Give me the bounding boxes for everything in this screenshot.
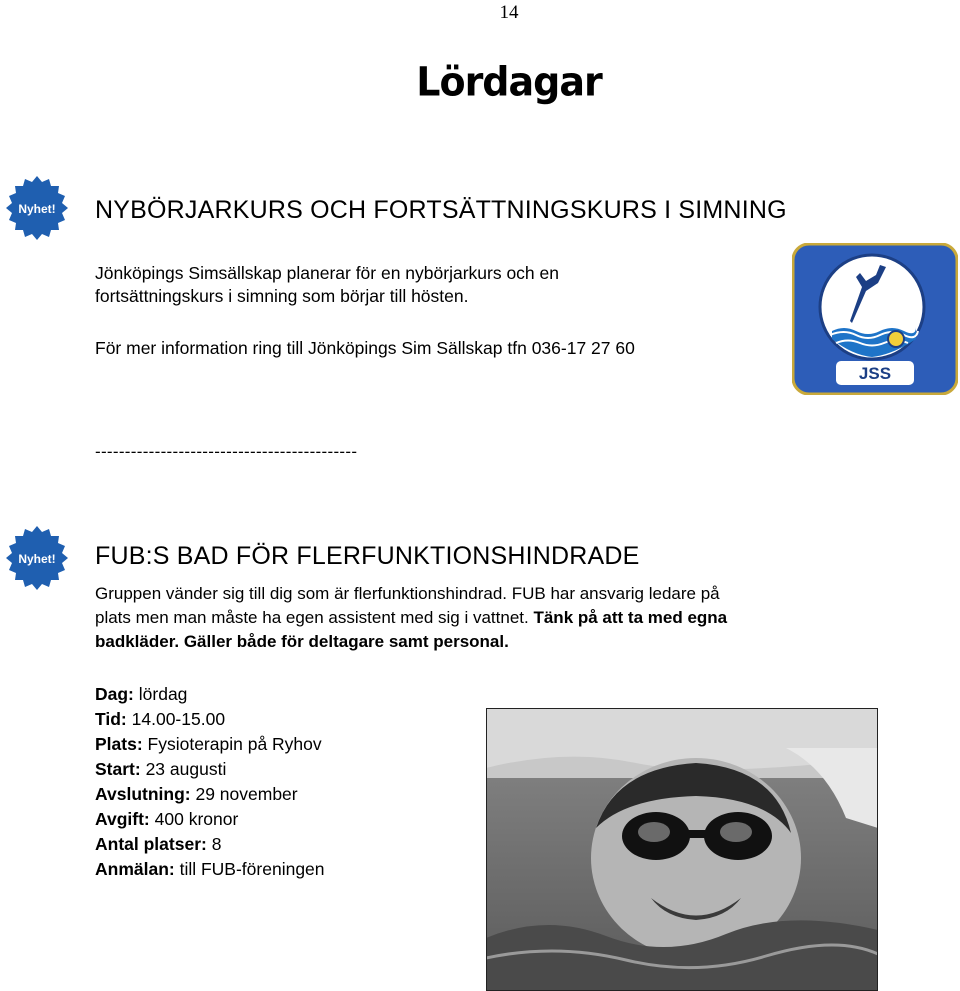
fact-row [95,782,475,807]
section2-line: Gruppen vänder sig till dig som är flerfunktionshindrad. FUB har ansvarig ledare på [95,584,720,603]
section2-bold-line [95,630,945,654]
fact-row [95,682,475,707]
section2-bold-inline: Tänk på att ta med egna [533,608,728,627]
jss-logo [792,243,958,395]
section2-body [95,582,945,654]
fact-label: Plats: [95,734,143,754]
section1-contact: För mer information ring till Jönköpings Sim Sällskap tfn 036-17 27 60 [95,338,635,358]
fact-row [95,807,475,832]
fact-label: Antal platser: [95,834,207,854]
fact-label: Tid: [95,709,127,729]
section2-line [95,606,945,630]
section1-line2: fortsättningskurs i simning som börjar till hösten. [95,286,469,306]
fact-label: Avslutning: [95,784,191,804]
fact-label: Dag: [95,684,134,704]
fact-row [95,857,475,882]
page-heading: Lördagar [416,58,602,106]
fact-value: 14.00-15.00 [131,709,226,729]
section1-line1: Jönköpings Simsällskap planerar för en nybörjarkurs och en [95,263,559,283]
fact-row [95,707,475,732]
fact-row [95,832,475,857]
fact-label: Avgift: [95,809,150,829]
fact-value: lördag [138,684,188,704]
fact-value: till FUB-föreningen [174,859,325,879]
fact-value: 8 [211,834,222,854]
jss-logo-text: JSS [858,364,892,383]
page-number: 14 [499,2,519,23]
fact-value: 400 kronor [154,809,239,829]
section1-title: NYBÖRJARKURS OCH FORTSÄTTNINGSKURS I SIMNING [95,196,787,224]
section2-line-text: plats men man måste ha egen assistent med sig i vattnet. [95,608,529,627]
fact-label: Anmälan: [95,859,175,879]
section2-title: FUB:S BAD FÖR FLERFUNKTIONSHINDRADE [95,542,640,570]
fact-label: Start: [95,759,141,779]
swimmer-photo [486,708,878,991]
fact-value: Fysioterapin på Ryhov [147,734,322,754]
fact-value: 29 november [195,784,298,804]
new-badge-icon [5,526,69,590]
new-badge-icon [5,176,69,240]
new-badge-label: Nyhet! [18,552,56,566]
separator-line: -------------------------------------------- [95,442,358,461]
fact-row [95,732,475,757]
section2-bold-text: badkläder. Gäller både för deltagare samt personal. [95,632,509,651]
fact-value: 23 augusti [145,759,227,779]
event-facts [95,682,475,882]
fact-row [95,757,475,782]
new-badge-label: Nyhet! [18,202,56,216]
